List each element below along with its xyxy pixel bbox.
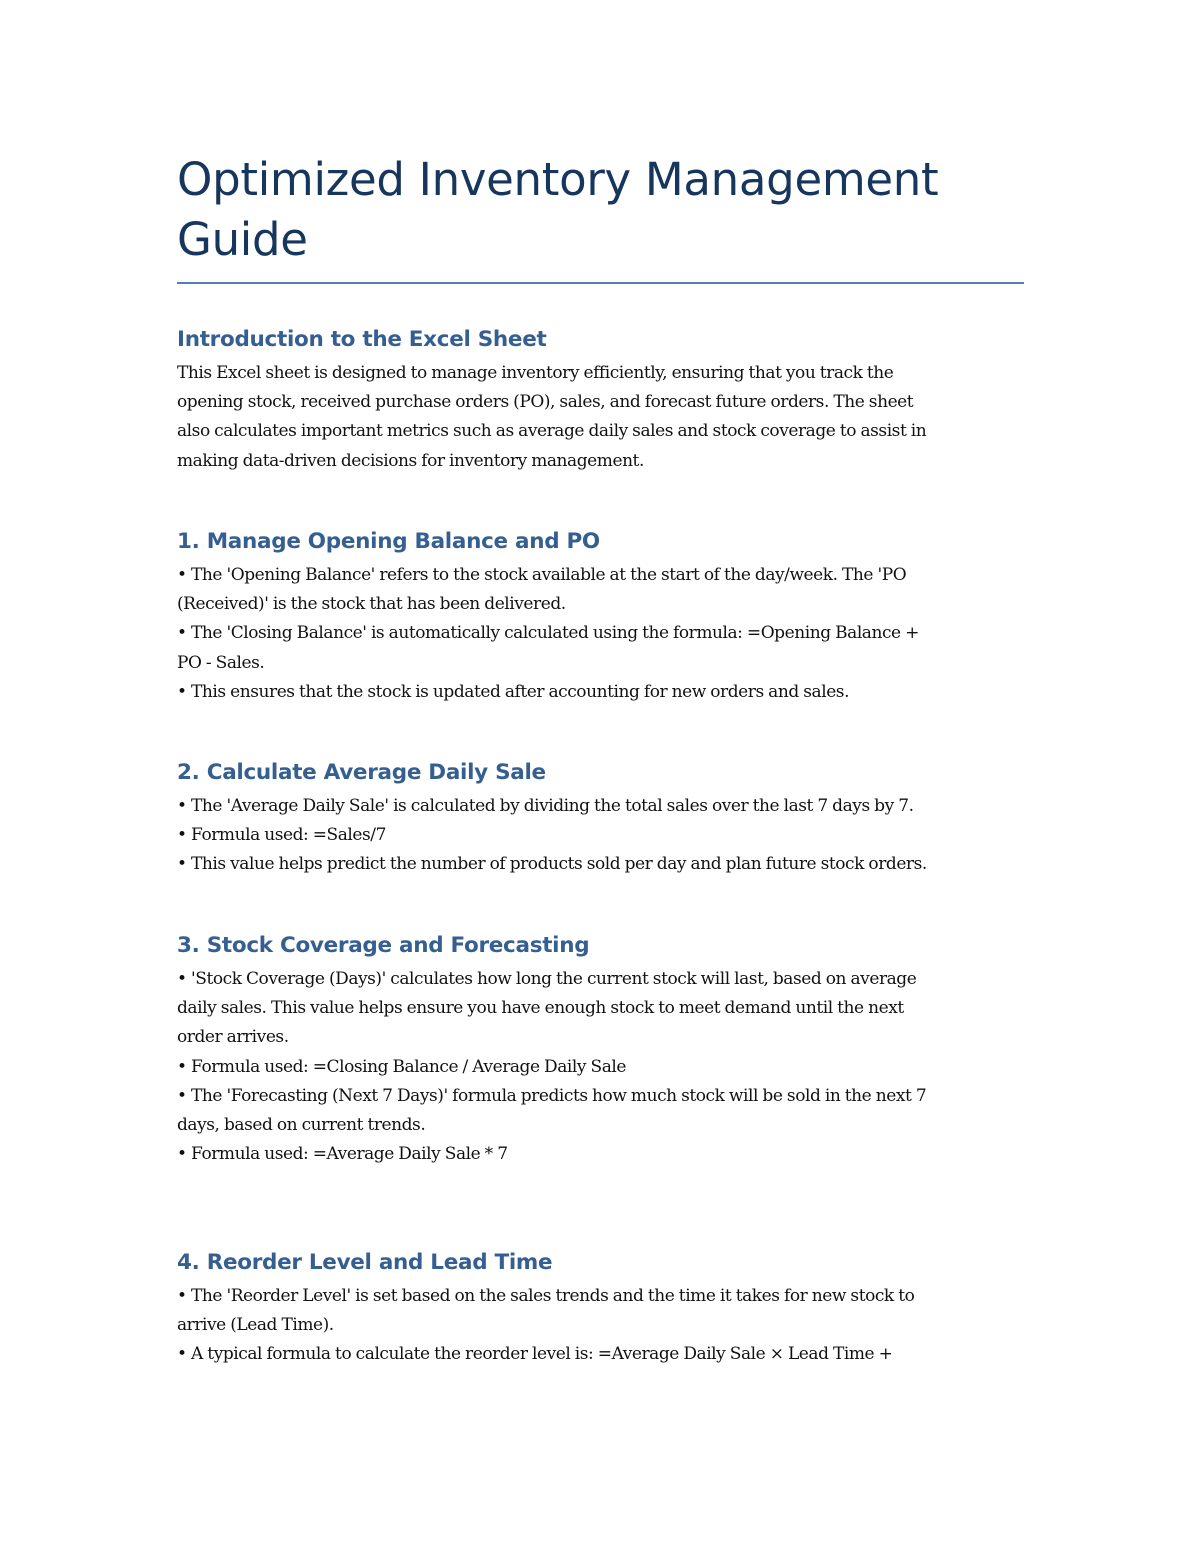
section-heading: 3. Stock Coverage and Forecasting	[177, 933, 590, 958]
paragraph-line: opening stock, received purchase orders (PO), sales, and forecast future orders. The sheet	[177, 392, 914, 413]
section-average-daily-sale	[177, 758, 1037, 880]
section-heading: 4. Reorder Level and Lead Time	[177, 1250, 553, 1275]
paragraph-line: making data-driven decisions for inventory management.	[177, 450, 644, 471]
document-title-line-1: Optimized Inventory Management	[177, 153, 939, 206]
paragraph-line: • Formula used: =Sales/7	[177, 825, 386, 846]
paragraph-line: • The 'Opening Balance' refers to the stock available at the start of the day/week. The 'PO	[177, 565, 907, 585]
section-introduction	[177, 325, 1037, 476]
paragraph-line: (Received)' is the stock that has been delivered.	[177, 594, 566, 615]
paragraph-line: daily sales. This value helps ensure you have enough stock to meet demand until the next	[177, 998, 904, 1019]
title-block	[177, 150, 1025, 284]
paragraph-line: • The 'Closing Balance' is automatically calculated using the formula: =Opening Balance +	[177, 623, 919, 644]
paragraph-line: • Formula used: =Closing Balance / Average Daily Sale	[177, 1056, 626, 1077]
paragraph-line: • This value helps predict the number of products sold per day and plan future stock orders.	[177, 854, 927, 875]
paragraph-line: PO - Sales.	[177, 652, 265, 673]
document-title	[177, 150, 1025, 270]
paragraph-line: • The 'Forecasting (Next 7 Days)' formula predicts how much stock will be sold in the next 7	[177, 1085, 927, 1106]
paragraph-line: • The 'Average Daily Sale' is calculated by dividing the total sales over the last 7 days by 7.	[177, 796, 914, 816]
section-reorder-level	[177, 1248, 1037, 1370]
paragraph-line: This Excel sheet is designed to manage inventory efficiently, ensuring that you track the	[177, 363, 894, 383]
paragraph-line: • The 'Reorder Level' is set based on the sales trends and the time it takes for new stock to	[177, 1286, 915, 1306]
section-heading: Introduction to the Excel Sheet	[177, 327, 547, 352]
paragraph-line: arrive (Lead Time).	[177, 1315, 334, 1336]
paragraph-line: • This ensures that the stock is updated after accounting for new orders and sales.	[177, 681, 850, 702]
section-heading: 2. Calculate Average Daily Sale	[177, 760, 546, 785]
paragraph-line: • Formula used: =Average Daily Sale * 7	[177, 1144, 508, 1165]
section-heading: 1. Manage Opening Balance and PO	[177, 529, 600, 554]
section-stock-coverage	[177, 931, 1037, 1169]
paragraph-line: order arrives.	[177, 1027, 289, 1048]
paragraph-line: • 'Stock Coverage (Days)' calculates how long the current stock will last, based on average	[177, 969, 917, 989]
section-opening-balance	[177, 527, 1037, 707]
title-underline	[177, 282, 1024, 284]
paragraph-line: • A typical formula to calculate the reorder level is: =Average Daily Sale × Lead Time +	[177, 1344, 893, 1365]
paragraph-line: also calculates important metrics such as average daily sales and stock coverage to assist in	[177, 421, 927, 442]
paragraph-line: days, based on current trends.	[177, 1115, 426, 1136]
document-title-line-2: Guide	[177, 213, 308, 266]
